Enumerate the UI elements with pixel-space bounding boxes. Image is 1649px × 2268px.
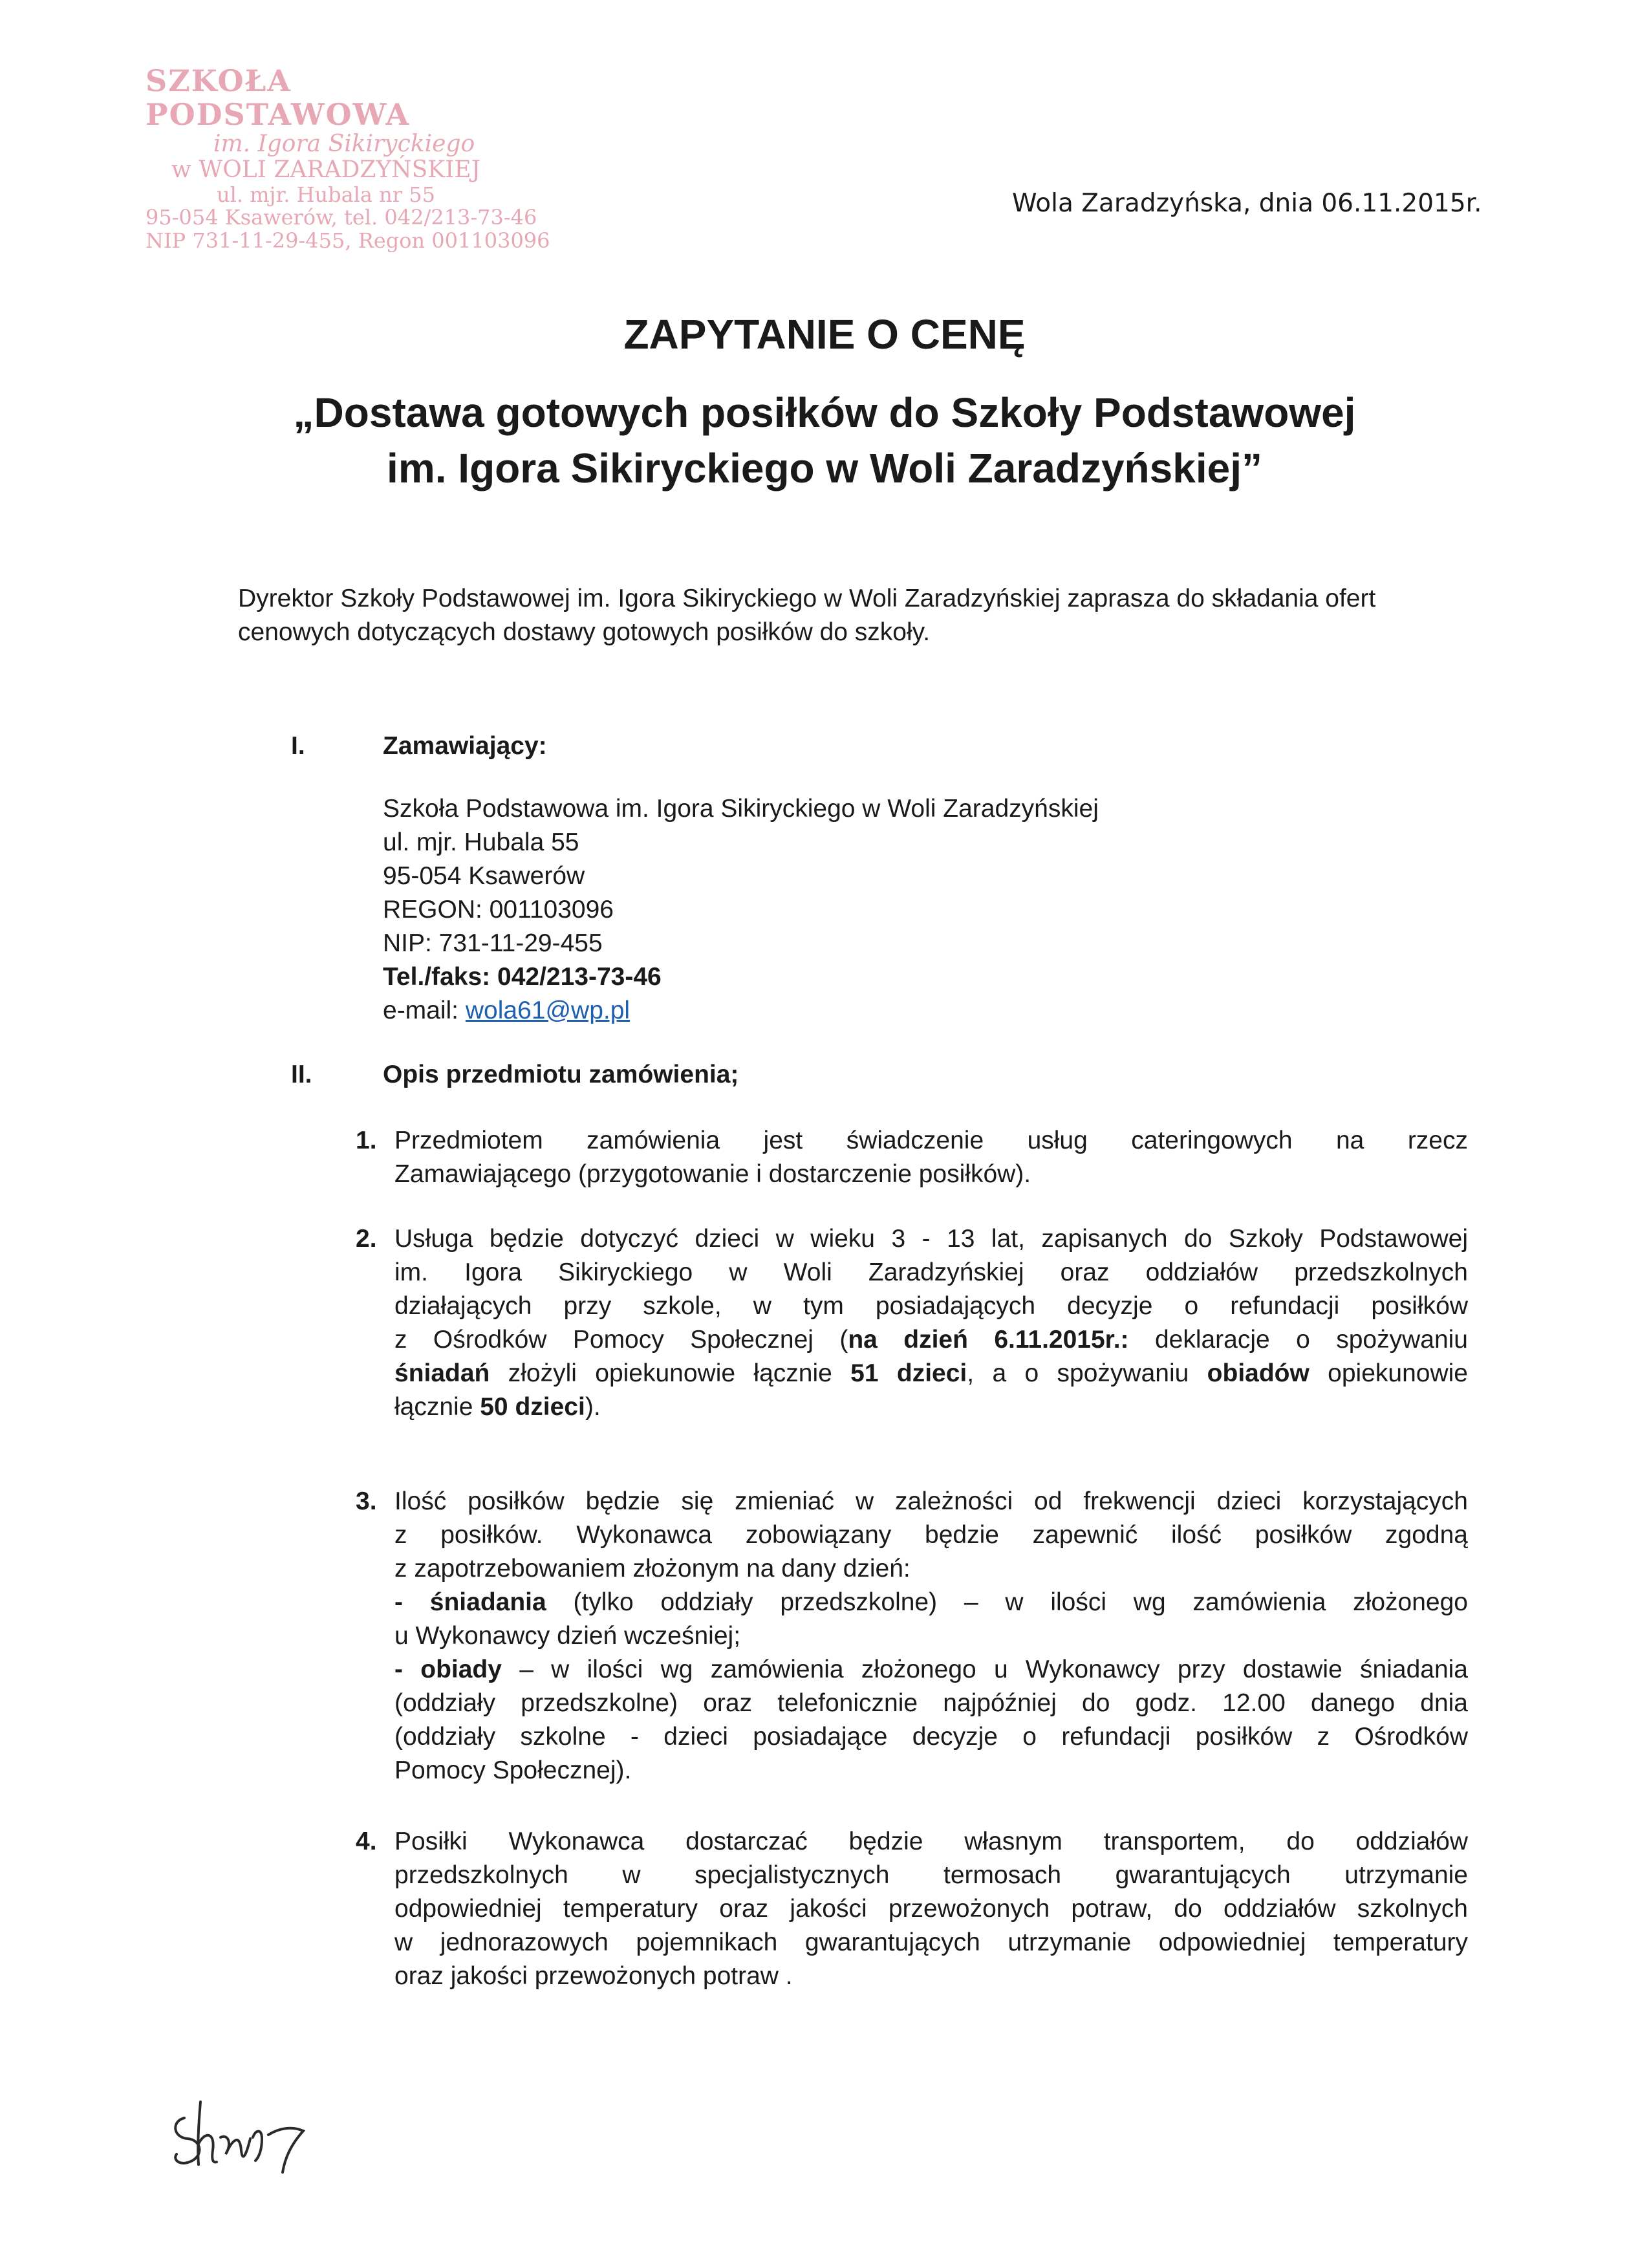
item-line: Przedmiotem zamówienia jest świadczenie usług cateringowych na rzecz xyxy=(394,1127,1468,1154)
stamp-line: im. Igora Sikiryckiego xyxy=(213,131,475,158)
item-line xyxy=(394,1653,1468,1687)
text-run-bold: 51 dzieci xyxy=(850,1359,967,1387)
party-street: ul. mjr. Hubala 55 xyxy=(383,828,579,856)
item-line: z zapotrzebowaniem złożonym na dany dzień: xyxy=(394,1555,911,1582)
item-line: odpowiedniej temperatury oraz jakości przewożonych potraw, do oddziałów szkolnych xyxy=(394,1895,1468,1923)
item-line xyxy=(394,1390,1468,1424)
document-date: Wola Zaradzyńska, dnia 06.11.2015r. xyxy=(1012,189,1482,218)
item-line: z posiłków. Wykonawca zobowiązany będzie zapewnić ilość posiłków zgodną xyxy=(394,1521,1468,1549)
section-heading: Zamawiający: xyxy=(383,732,547,760)
item-text xyxy=(394,1222,1468,1424)
item-line: w jednorazowych pojemnikach gwarantujących utrzymanie odpowiedniej temperatury xyxy=(394,1928,1468,1956)
list-item xyxy=(356,1124,1468,1191)
item-line xyxy=(394,1323,1468,1357)
stamp-line: NIP 731-11-29-455, Regon 001103096 xyxy=(146,228,550,254)
text-run: złożyli opiekunowie łącznie xyxy=(490,1359,851,1387)
item-line: Pomocy Społecznej). xyxy=(394,1756,632,1784)
item-line: przedszkolnych w specjalistycznych termosach gwarantujących utrzymanie xyxy=(394,1861,1468,1889)
item-line: Usługa będzie dotyczyć dzieci w wieku 3 - 13 lat, zapisanych do Szkoły Podstawowej xyxy=(394,1225,1468,1253)
item-line xyxy=(394,1357,1468,1390)
party-phone: Tel./faks: 042/213-73-46 xyxy=(383,963,662,991)
item-line: u Wykonawcy dzień wcześniej; xyxy=(394,1622,741,1650)
text-run-bold: - obiady xyxy=(394,1656,502,1683)
party-city: 95-054 Ksawerów xyxy=(383,862,585,890)
text-run: , a o spożywaniu xyxy=(967,1359,1207,1387)
item-number: 2. xyxy=(356,1225,377,1253)
party-email-row xyxy=(383,994,1099,1028)
email-link[interactable]: wola61@wp.pl xyxy=(465,997,630,1024)
text-run-bold: na dzień 6.11.2015r.: xyxy=(848,1326,1129,1354)
party-regon: REGON: 001103096 xyxy=(383,896,614,923)
intro-line: Dyrektor Szkoły Podstawowej im. Igora Sikiryckiego w Woli Zaradzyńskiej zaprasza do składania ofert xyxy=(238,585,1376,612)
item-number: 3. xyxy=(356,1487,377,1515)
text-run-bold: - śniadania xyxy=(394,1588,546,1616)
party-name: Szkoła Podstawowa im. Igora Sikiryckiego w Woli Zaradzyńskiej xyxy=(383,795,1099,823)
school-stamp xyxy=(146,65,559,253)
stamp-line: 95-054 Ksawerów, tel. 042/213-73-46 xyxy=(146,205,537,230)
text-run: deklaracje o spożywaniu xyxy=(1128,1326,1468,1354)
item-text xyxy=(394,1124,1468,1191)
intro-line: cenowych dotyczących dostawy gotowych posiłków do szkoły. xyxy=(238,618,931,646)
item-line: im. Igora Sikiryckiego w Woli Zaradzyńskiej oraz oddziałów przedszkolnych xyxy=(394,1258,1468,1286)
item-line: Ilość posiłków będzie się zmieniać w zależności od frekwencji dzieci korzystających xyxy=(394,1487,1468,1515)
item-text xyxy=(394,1485,1468,1787)
intro-paragraph xyxy=(238,582,1467,649)
item-line: (oddziały szkolne - dzieci posiadające decyzje o refundacji posiłków z Ośrodków xyxy=(394,1723,1468,1751)
document-subtitle xyxy=(0,385,1649,496)
item-line: Posiłki Wykonawca dostarczać będzie własnym transportem, do oddziałów xyxy=(394,1828,1468,1855)
text-run: opiekunowie xyxy=(1309,1359,1468,1387)
signature xyxy=(165,2092,320,2176)
item-line: działających przy szkole, w tym posiadających decyzje o refundacji posiłków xyxy=(394,1292,1468,1320)
contracting-party-address xyxy=(383,792,1099,1028)
item-text xyxy=(394,1825,1468,1993)
item-number: 1. xyxy=(356,1127,377,1154)
list-item xyxy=(356,1825,1468,1993)
subtitle-line: „Dostawa gotowych posiłków do Szkoły Podstawowej xyxy=(293,389,1356,436)
email-label: e-mail: xyxy=(383,997,466,1024)
stamp-line: ul. mjr. Hubala nr 55 xyxy=(217,182,435,207)
item-line: oraz jakości przewożonych potraw . xyxy=(394,1962,793,1990)
subtitle-line: im. Igora Sikiryckiego w Woli Zaradzyńskiej” xyxy=(387,445,1262,491)
section-number: II. xyxy=(291,1061,312,1088)
text-run: ). xyxy=(585,1393,601,1421)
list-item xyxy=(356,1222,1468,1424)
item-line: Zamawiającego (przygotowanie i dostarczenie posiłków). xyxy=(394,1160,1031,1188)
text-run-bold: śniadań xyxy=(394,1359,490,1387)
text-run-bold: obiadów xyxy=(1207,1359,1310,1387)
item-line: (oddziały przedszkolne) oraz telefonicznie najpóźniej do godz. 12.00 danego dnia xyxy=(394,1689,1468,1717)
text-run: (tylko oddziały przedszkolne) – w ilości wg zamówienia złożonego xyxy=(546,1588,1468,1616)
item-number: 4. xyxy=(356,1828,377,1855)
list-item xyxy=(356,1485,1469,1787)
section-heading: Opis przedmiotu zamówienia; xyxy=(383,1061,739,1088)
text-run-bold: 50 dzieci xyxy=(480,1393,585,1421)
stamp-line: w WOLI ZARADZYŃSKIEJ xyxy=(171,157,481,184)
text-run: – w ilości wg zamówienia złożonego u Wykonawcy przy dostawie śniadania xyxy=(501,1656,1469,1683)
text-run: z Ośrodków Pomocy Społecznej ( xyxy=(394,1326,848,1354)
document-title: ZAPYTANIE O CENĘ xyxy=(623,311,1026,358)
stamp-line: SZKOŁA PODSTAWOWA xyxy=(146,63,411,132)
item-line xyxy=(394,1586,1468,1619)
section-number: I. xyxy=(291,732,305,760)
text-run: łącznie xyxy=(394,1393,480,1421)
party-nip: NIP: 731-11-29-455 xyxy=(383,929,603,957)
